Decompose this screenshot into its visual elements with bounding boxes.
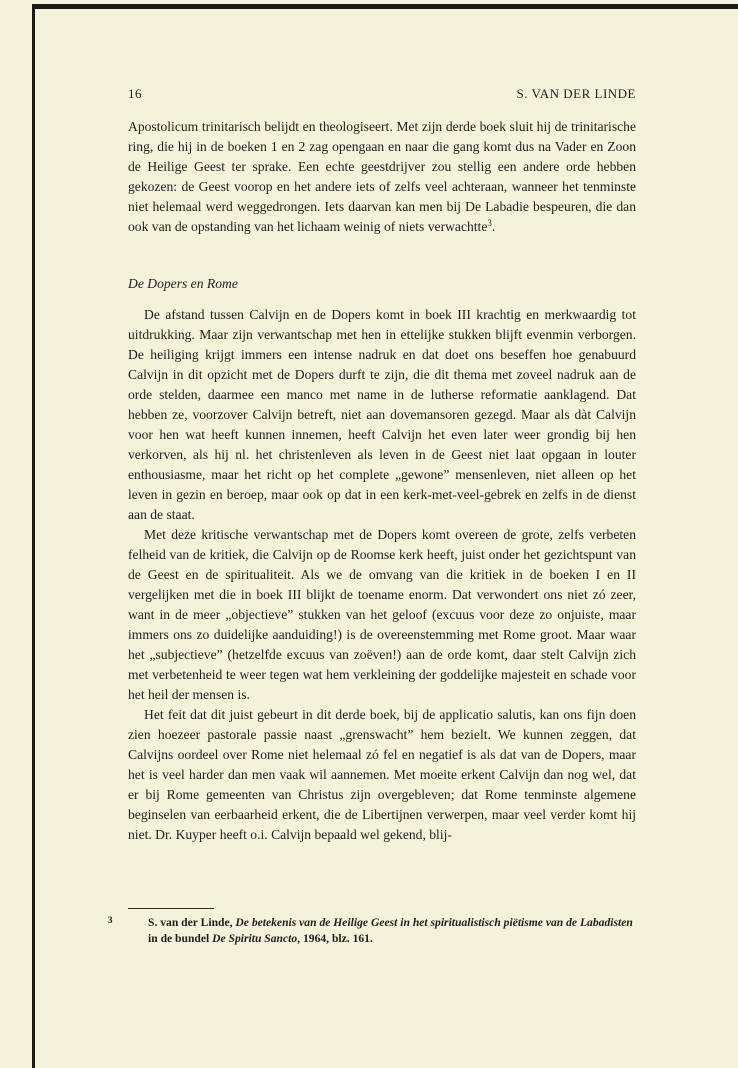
footnote-end: , 1964, blz. 161. <box>297 932 373 945</box>
footnote-middle: in de bundel <box>148 932 213 945</box>
footnote <box>108 912 636 947</box>
section-heading: De Dopers en Rome <box>128 276 238 291</box>
footnote-rule <box>128 908 214 909</box>
paragraph-2: De afstand tussen Calvijn en de Dopers komt in boek III krachtig en merkwaardig tot uitdrukking. Maar zijn verwantschap met hen in ettelijke stukken blijft evenmin verborgen. De heiliging krijgt immers een intense nadruk en dat doet ons beseffen hoe genabuurd Calvijn in dit opzicht met de Dopers durft te zijn, die dit thema met zoveel nadruk aan de orde stelden, daarmee een manco met name in de lutherse reformatie aanklagend. Dat hebben ze, voorzover Calvijn betreft, niet aan dovemansoren gezegd. Maar als dàt Calvijn voor hen wat heeft kunnen innemen, heeft Calvijn het even later weer grondig bij hen verkorven, als hij nl. het christenleven als leven in de Geest niet laat opgaan in louter enthousiasme, maar het richt op het complete „gewone” mensenleven, niet alleen op het leven in gezin en beroep, maar ook op dat in een kerk-met-veel-gebrek en zelfs in de dienst aan de staat. <box>128 307 636 522</box>
paragraph-1-block <box>128 117 636 237</box>
footnote-3 <box>108 912 636 947</box>
paragraph-1-text: Apostolicum trinitarisch belijdt en theologiseert. Met zijn derde boek sluit hij de trinitarische ring, die hij in de boeken 1 en 2 zag opengaan en naar die gang komt dus na Vader en Zoon de Heilige Geest ter sprake. Een echte geestdrijver zou stellig een andere orde hebben gekozen: de Geest voorop en het andere iets of zelfs veel achteraan, wanneer het tenminste niet helemaal werd weggedrongen. Iets daarvan kan men bij De Labadie bespeuren, die dan ook van de opstanding van het lichaam weinig of niets verwachtte <box>128 119 636 234</box>
footnote-number: 3 <box>108 915 113 925</box>
scan-edge-top <box>34 4 738 9</box>
footnote-title: De betekenis van de Heilige Geest in het spiritualistisch piëtisme van de Labadisten <box>235 916 633 929</box>
body-text <box>128 305 636 845</box>
footnote-author: S. van der Linde, <box>148 916 236 929</box>
paragraph-3: Met deze kritische verwantschap met de Dopers komt overeen de grote, zelfs verbeten felheid van de kritiek, die Calvijn op de Roomse kerk heeft, juist onder het gezichtspunt van de Geest en de spiritualiteit. Als we de omvang van die kritiek in de boeken I en II vergelijken met die in boek III blijkt de toename enorm. Dat verwondert ons niet zó zeer, want in de meer „objectieve” stukken van het geloof (excuus voor deze zo onjuiste, maar immers ons zo duidelijke aanduiding!) is de overeenstemming met Rome groot. Maar waar het „subjectieve” (hetzelfde excuus van zoëven!) aan de orde komt, daar stelt Calvijn zich met verbetenheid te weer tegen wat hem verkleining der goddelijke majesteit en schade voor het heil der mensen is. <box>128 527 636 702</box>
footnote-collection: De Spiritu Sancto <box>212 932 298 945</box>
page-number: 16 <box>128 86 142 101</box>
running-head: S. VAN DER LINDE <box>516 86 636 101</box>
paragraph-4: Het feit dat dit juist gebeurt in dit derde boek, bij de applicatio salutis, kan ons fijn doen zien hoezeer pastorale passie naast „grenswacht” hem bezielt. We kunnen zeggen, dat Calvijns oordeel over Rome niet helemaal zó fel en negatief is als dat van de Dopers, maar het is veel harder dan men vaak wil aannemen. Met moeite erkent Calvijn dan nog wel, dat er bij Rome gemeenten van Christus zijn overgebleven; dat Rome tenminste algemene beginselen van eerbaarheid erkent, die de Libertijnen verwerpen, maar veel verder komt hij niet. Dr. Kuyper heeft o.i. Calvijn bepaald wel gekend, blij- <box>128 707 636 842</box>
paragraph-1-end: . <box>491 219 496 234</box>
footnote-ref-3[interactable]: 3 <box>487 218 492 228</box>
paragraph-1 <box>128 117 636 237</box>
scan-edge-left <box>32 4 35 1068</box>
